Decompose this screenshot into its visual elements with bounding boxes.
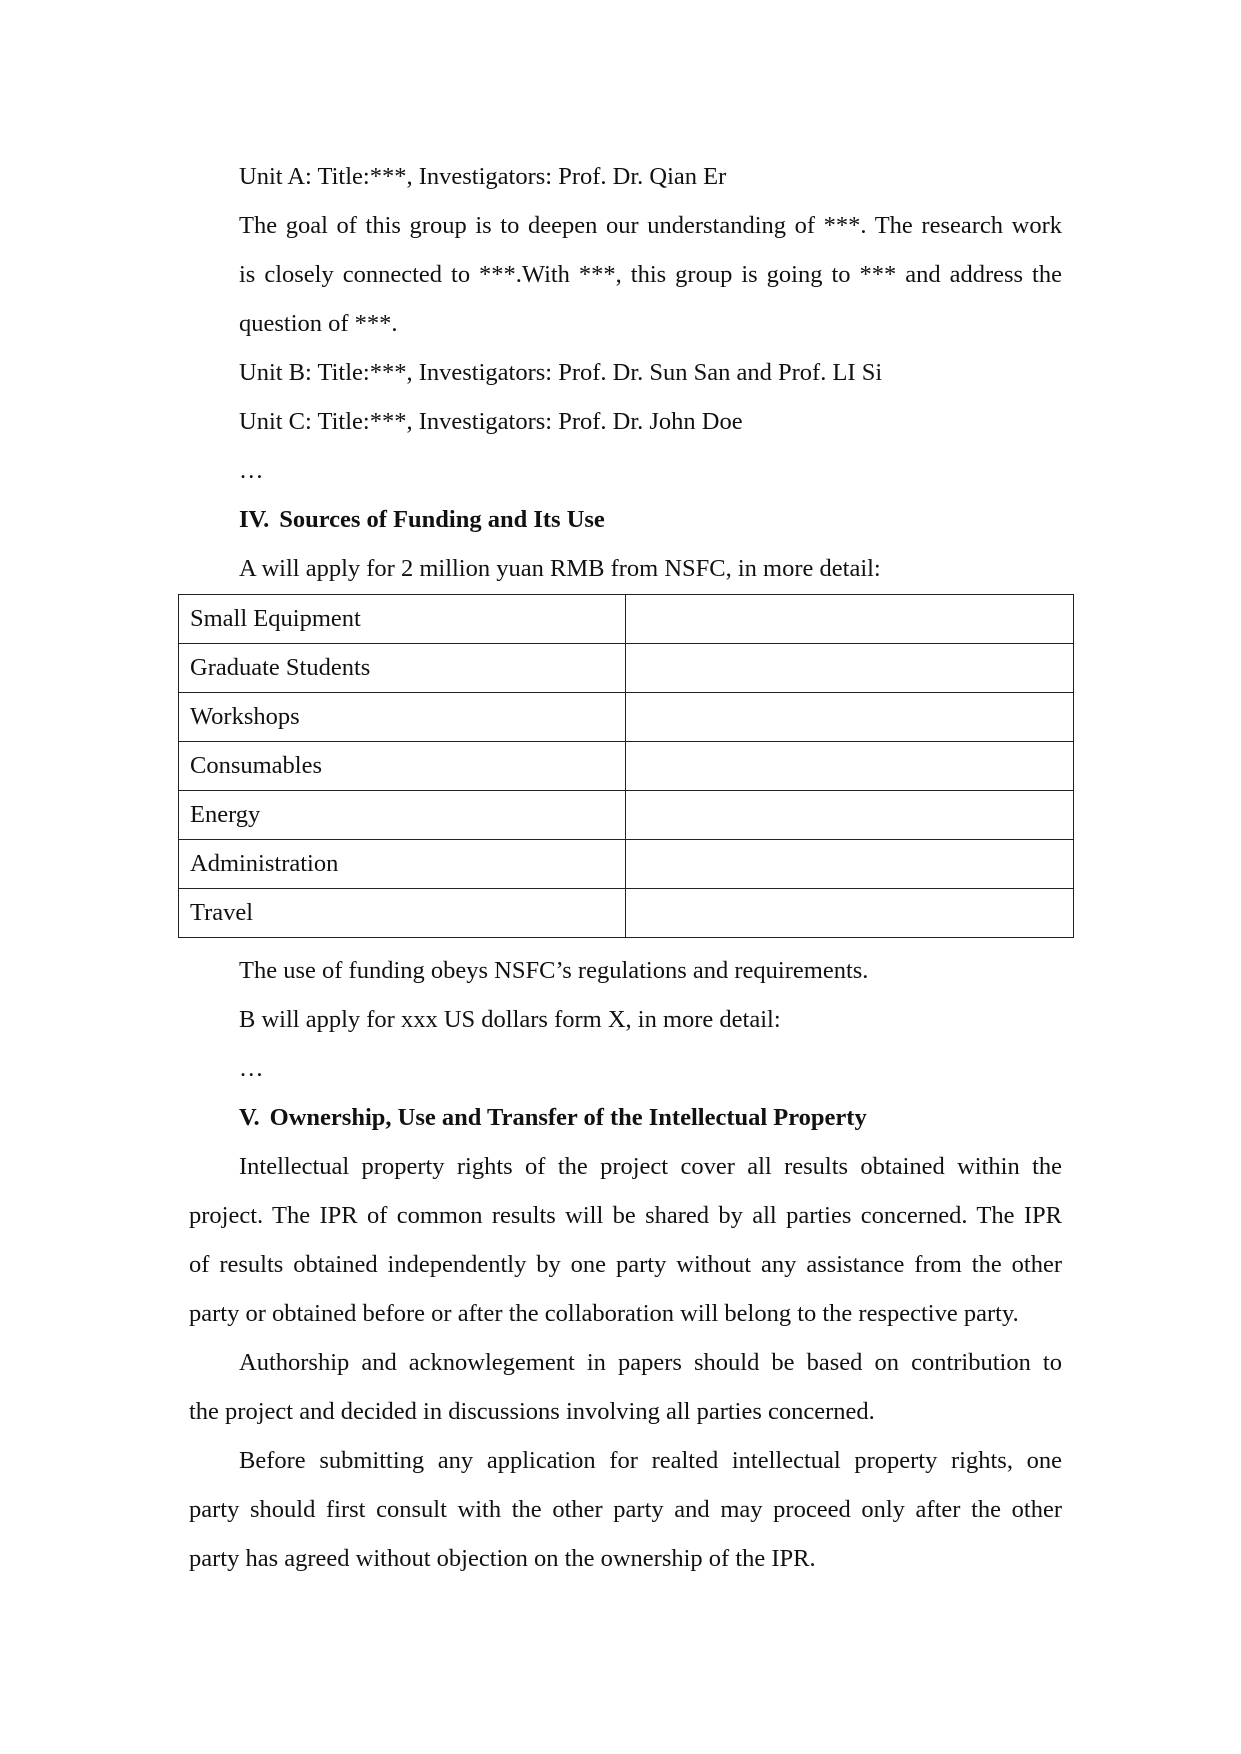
section-v-heading — [239, 1103, 867, 1133]
goal-line-1: The goal of this group is to deepen our understanding of ***. The research work — [239, 212, 1062, 239]
ipr-para3-line-3: party has agreed without objection on the ownership of the IPR. — [189, 1545, 816, 1572]
section-iv-heading — [239, 505, 605, 535]
budget-amount — [626, 693, 1074, 742]
ellipsis: … — [239, 457, 264, 484]
table-row — [179, 742, 1074, 791]
section-v-title: Ownership, Use and Transfer of the Intellectual Property — [269, 1104, 867, 1131]
ipr-para1-line-2: project. The IPR of common results will be shared by all parties concerned. The IPR — [189, 1202, 1062, 1229]
regulation-note: The use of funding obeys NSFC’s regulations and requirements. — [239, 957, 869, 984]
funding-intro: A will apply for 2 million yuan RMB from NSFC, in more detail: — [239, 555, 881, 582]
table-row — [179, 840, 1074, 889]
table-row — [179, 644, 1074, 693]
ipr-para3-line-1: Before submitting any application for realted intellectual property rights, one — [239, 1447, 1062, 1474]
ipr-para3-line-2: party should first consult with the other party and may proceed only after the other — [189, 1496, 1062, 1523]
b-funding-intro: B will apply for xxx US dollars form X, in more detail: — [239, 1006, 781, 1033]
ipr-para1-line-3: of results obtained independently by one party without any assistance from the other — [189, 1251, 1062, 1278]
budget-item: Consumables — [179, 742, 626, 791]
budget-item: Administration — [179, 840, 626, 889]
table-row — [179, 693, 1074, 742]
unit-c-line: Unit C: Title:***, Investigators: Prof. Dr. John Doe — [239, 408, 743, 435]
budget-amount — [626, 889, 1074, 938]
budget-item: Workshops — [179, 693, 626, 742]
ipr-para2-line-2: the project and decided in discussions involving all parties concerned. — [189, 1398, 875, 1425]
budget-amount — [626, 742, 1074, 791]
table-row — [179, 791, 1074, 840]
ellipsis: … — [239, 1055, 264, 1082]
budget-amount — [626, 595, 1074, 644]
unit-b-line: Unit B: Title:***, Investigators: Prof. Dr. Sun San and Prof. LI Si — [239, 359, 883, 386]
budget-item: Small Equipment — [179, 595, 626, 644]
section-iv-title: Sources of Funding and Its Use — [279, 506, 605, 533]
unit-a-line: Unit A: Title:***, Investigators: Prof. Dr. Qian Er — [239, 163, 727, 190]
goal-line-3: question of ***. — [239, 310, 398, 337]
section-iv-number: IV. — [239, 506, 270, 533]
budget-item: Travel — [179, 889, 626, 938]
goal-line-2: is closely connected to ***.With ***, this group is going to *** and address the — [239, 261, 1062, 288]
ipr-para1-line-1: Intellectual property rights of the project cover all results obtained within the — [239, 1153, 1062, 1180]
budget-item: Energy — [179, 791, 626, 840]
ipr-para1-line-4: party or obtained before or after the collaboration will belong to the respective party. — [189, 1300, 1019, 1327]
budget-amount — [626, 644, 1074, 693]
table-row — [179, 889, 1074, 938]
section-v-number: V. — [239, 1104, 260, 1131]
budget-amount — [626, 840, 1074, 889]
ipr-para2-line-1: Authorship and acknowlegement in papers should be based on contribution to — [239, 1349, 1062, 1376]
budget-item: Graduate Students — [179, 644, 626, 693]
budget-amount — [626, 791, 1074, 840]
budget-table — [178, 594, 1074, 938]
table-row — [179, 595, 1074, 644]
